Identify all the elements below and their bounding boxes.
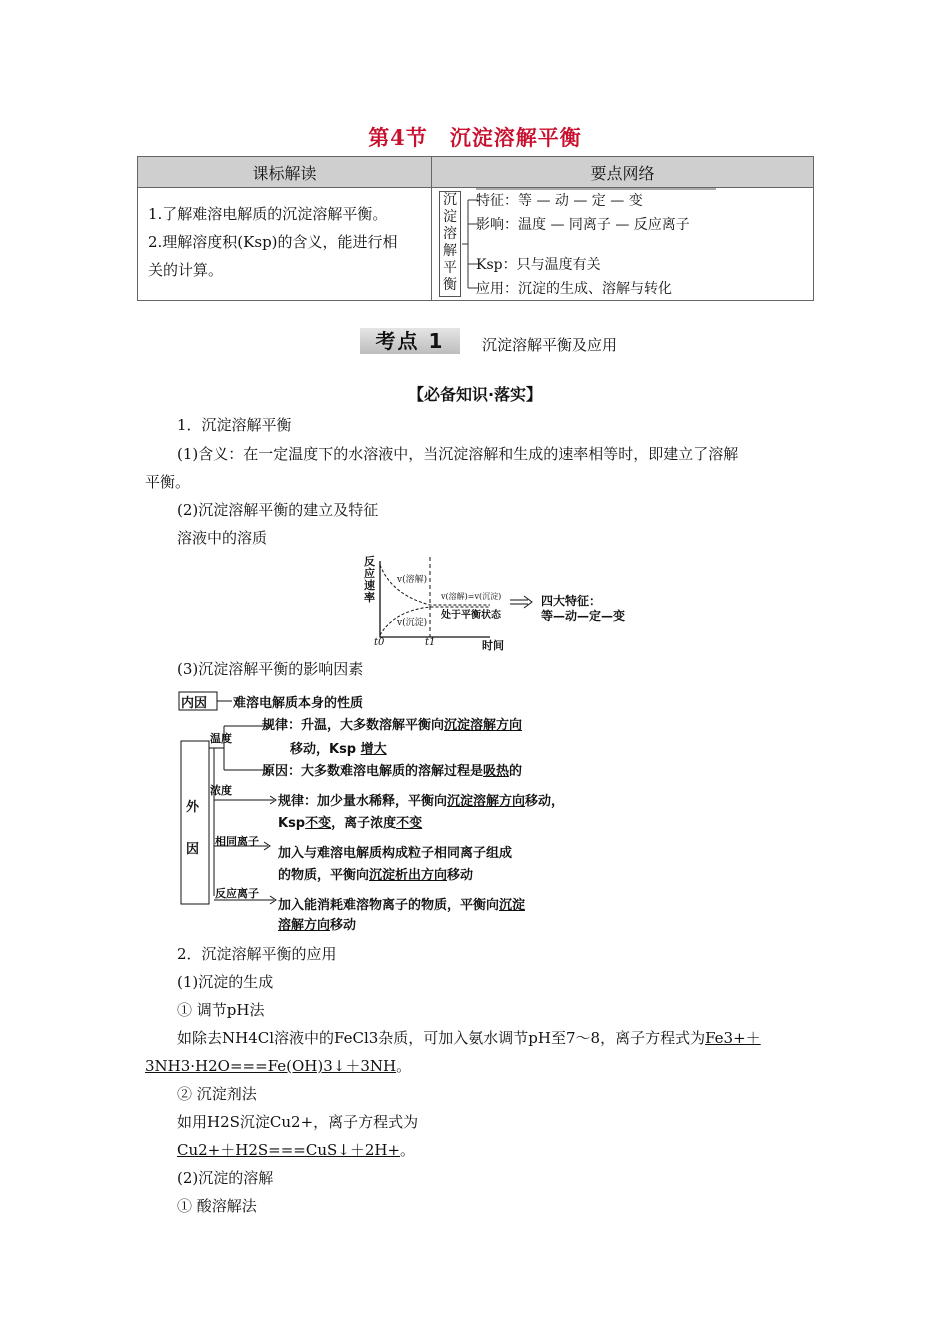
network-item-ksp: Ksp：只与温度有关 <box>476 257 601 273</box>
heading-1: 1．沉淀溶解平衡 <box>177 416 292 434</box>
section-tag: 考点 1 <box>360 328 460 354</box>
para-establish: (2)沉淀溶解平衡的建立及特征 <box>177 501 379 519</box>
same-ion-text-cont: 的物质，平衡向沉淀析出方向移动 <box>278 868 474 883</box>
para-solute: 溶液中的溶质 <box>177 529 268 547</box>
para-precipitant-method: ② 沉淀剂法 <box>177 1085 257 1103</box>
react-ion-label: 反应离子 <box>215 887 259 900</box>
ylabel-char: 率 <box>364 591 375 604</box>
outer-cause-char-1: 外 <box>186 800 200 815</box>
para-generation: (1)沉淀的生成 <box>177 973 274 991</box>
same-ion-label: 相同离子 <box>215 835 259 848</box>
label-t1: t1 <box>425 637 436 648</box>
para-h2s-example: 如用H2S沉淀Cu2+，离子方程式为 <box>177 1113 419 1131</box>
bracket-title: 【必备知识·落实】 <box>407 385 543 404</box>
section-subtitle: 沉淀溶解平衡及应用 <box>482 336 618 354</box>
ylabel-char: 速 <box>364 579 375 592</box>
network-vertical-label <box>439 191 461 297</box>
reading-cell <box>138 188 432 301</box>
reading-line-2: 2.理解溶度积(Ksp)的含义，能进行相 <box>148 233 398 251</box>
conc-rule: 规律：加少量水稀释，平衡向沉淀溶解方向移动， <box>278 794 565 809</box>
same-ion-text: 加入与难溶电解质构成粒子相同离子组成 <box>278 846 513 861</box>
section-title: 沉淀溶解平衡 <box>449 125 582 150</box>
reading-line-1: 1.了解难溶电解质的沉淀溶解平衡。 <box>148 205 388 223</box>
vlabel-char: 淀 <box>443 209 457 225</box>
vlabel-char: 平 <box>443 260 457 276</box>
network-item-feature: 特征：等 — 动 — 定 — 变 <box>476 193 643 209</box>
four-features-value: 等—动—定—变 <box>541 609 626 623</box>
para-ph-method: ① 调节pH法 <box>177 1001 265 1019</box>
implies-arrow <box>510 596 532 608</box>
vlabel-char: 沉 <box>443 192 457 208</box>
col-header-reading: 课标解读 <box>138 157 432 188</box>
para-ph-example: 如除去NH4Cl溶液中的FeCl3杂质，可加入氨水调节pH至7～8，离子方程式为Fe3+＋ <box>177 1029 761 1047</box>
temp-reason: 原因：大多数难溶电解质的溶解过程是吸热的 <box>262 764 523 779</box>
page-title <box>0 122 950 152</box>
label-t0: t0 <box>374 637 385 648</box>
para-definition-cont: 平衡。 <box>145 473 191 491</box>
network-item-influence: 影响：温度 — 同离子 — 反应离子 <box>476 217 690 233</box>
ylabel-char: 反 <box>364 555 375 568</box>
react-ion-text: 加入能消耗难溶物离子的物质，平衡向沉淀 <box>278 898 526 913</box>
network-cell <box>432 188 814 301</box>
para-factors: (3)沉淀溶解平衡的影响因素 <box>177 660 364 678</box>
label-state: 处于平衡状态 <box>441 610 501 621</box>
section-number: 第4节 <box>368 125 428 150</box>
inner-cause-text: 难溶电解质本身的性质 <box>233 696 364 711</box>
vlabel-char: 解 <box>443 243 457 259</box>
reading-line-3: 关的计算。 <box>148 261 224 279</box>
label-v-dissolve: v(溶解) <box>397 575 428 585</box>
four-features-label: 四大特征： <box>541 594 602 608</box>
temp-rule: 规律：升温，大多数溶解平衡向沉淀溶解方向 <box>262 718 523 733</box>
inner-cause-label: 内因 <box>181 696 208 711</box>
label-v-precip: v(沉淀) <box>397 618 428 628</box>
graph-xlabel: 时间 <box>482 639 504 652</box>
graph-ylabel <box>364 556 376 604</box>
outer-cause-char-2: 因 <box>186 842 200 857</box>
react-ion-text-cont: 溶解方向移动 <box>278 918 357 933</box>
ylabel-char: 应 <box>364 567 375 580</box>
para-ph-equation: 3NH3·H2O===Fe(OH)3↓＋3NH。 <box>145 1057 412 1075</box>
section-header <box>360 328 618 354</box>
para-definition: (1)含义：在一定温度下的水溶液中，当沉淀溶解和生成的速率相等时，即建立了溶解 <box>177 445 739 463</box>
heading-2: 2．沉淀溶解平衡的应用 <box>177 945 337 963</box>
para-h2s-equation: Cu2+＋H2S===CuS↓＋2H+。 <box>177 1141 416 1159</box>
para-acid-method: ① 酸溶解法 <box>177 1197 257 1215</box>
label-equal: v(溶解)=v(沉淀) <box>441 592 502 601</box>
vlabel-char: 衡 <box>443 277 457 293</box>
overview-table <box>137 156 814 301</box>
conc-rule-cont: Ksp不变，离子浓度不变 <box>278 816 423 831</box>
para-dissolution: (2)沉淀的溶解 <box>177 1169 274 1187</box>
col-header-network: 要点网络 <box>432 157 814 188</box>
vlabel-char: 溶 <box>443 226 457 242</box>
temp-label: 温度 <box>210 732 232 745</box>
temp-rule-cont: 移动，Ksp 增大 <box>290 742 387 757</box>
network-item-application: 应用：沉淀的生成、溶解与转化 <box>476 281 672 297</box>
conc-label: 浓度 <box>210 784 232 797</box>
